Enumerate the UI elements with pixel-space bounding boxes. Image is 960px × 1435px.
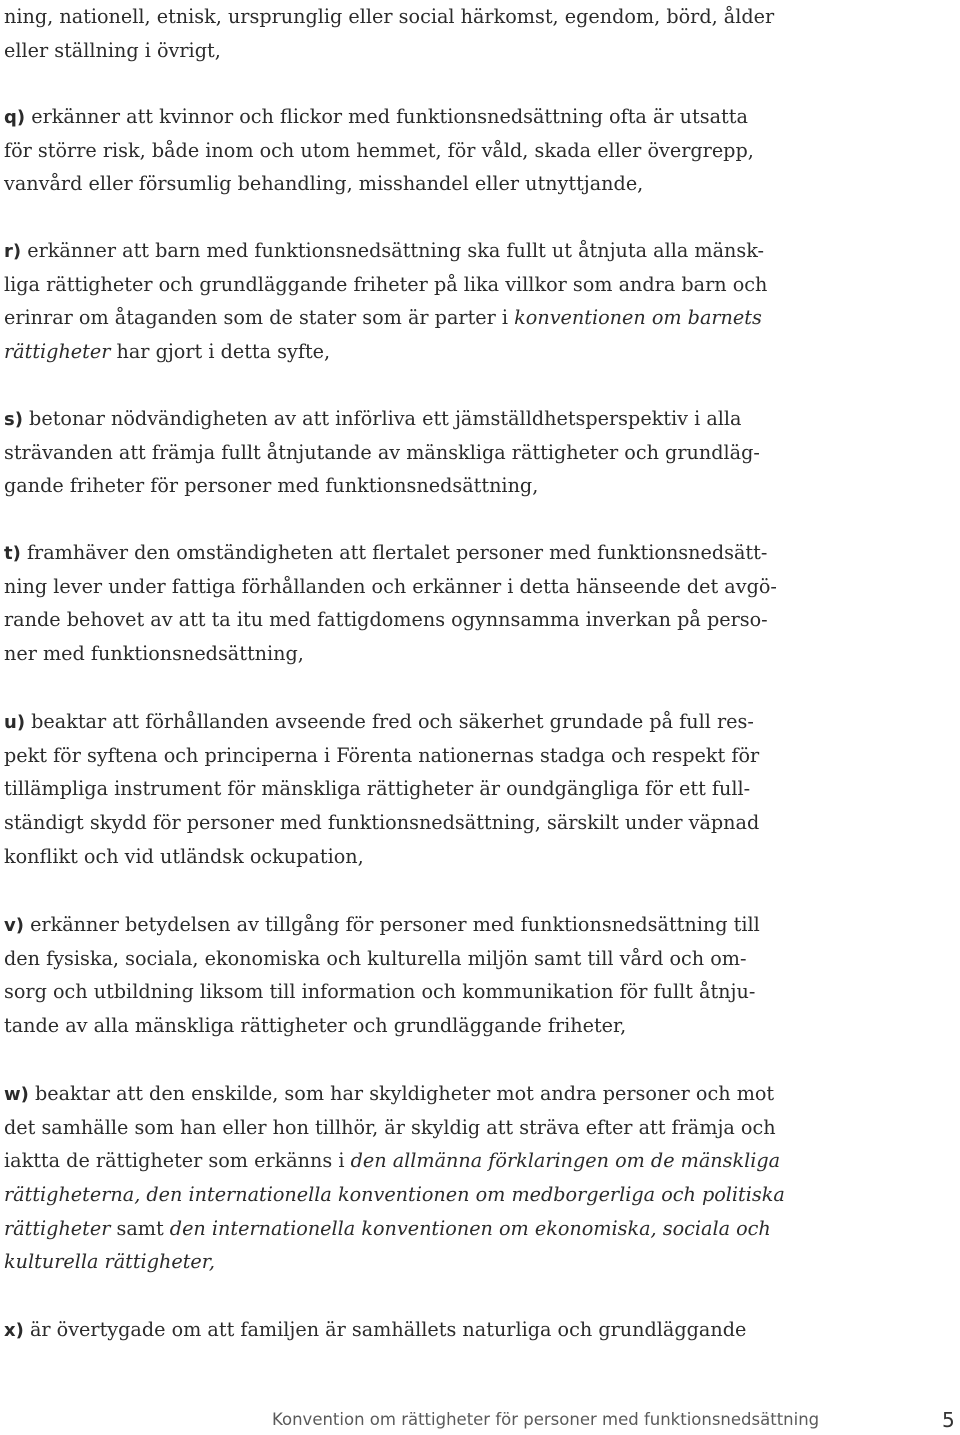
text-line: rande behovet av att ta itu med fattigdomens ogynnsamma inverkan på perso- — [4, 608, 768, 632]
paragraph-u — [4, 705, 794, 873]
text-line: är övertygade om att familjen är samhällets naturliga och grundläggande — [23, 1318, 747, 1341]
italic-title: rättigheterna, den internationella konventionen om medborgerliga och politiska — [4, 1183, 785, 1207]
text-line: för större risk, både inom och utom hemmet, för våld, skada eller övergrepp, — [4, 138, 754, 162]
text-line: eller ställning i övrigt, — [4, 38, 221, 62]
text-line: betonar nödvändigheten av att införliva ett jämställdhetsperspektiv i alla — [22, 407, 742, 430]
item-marker: u) — [4, 712, 26, 733]
text-line: erkänner betydelsen av tillgång för personer med funktionsnedsättning till — [23, 913, 760, 936]
paragraph-w — [4, 1077, 794, 1279]
text-line: beaktar att förhållanden avseende fred och säkerhet grundade på full res- — [25, 710, 754, 733]
text-line: erkänner att barn med funktionsnedsättning ska fullt ut åtnjuta alla mänsk- — [21, 239, 765, 262]
item-marker: x) — [4, 1320, 24, 1341]
text-segment: samt — [110, 1216, 170, 1240]
paragraph-continuation — [4, 0, 794, 67]
italic-title: den internationella konventionen om ekonomiska, sociala och — [169, 1216, 771, 1240]
text-line: pekt för syftena och principerna i Förenta nationernas stadga och respekt för — [4, 743, 760, 767]
page-footer — [0, 1410, 960, 1434]
text-line: strävanden att främja fullt åtnjutande av mänskliga rättigheter och grundläg- — [4, 440, 760, 464]
text-line: tande av alla mänskliga rättigheter och grundläggande friheter, — [4, 1014, 627, 1038]
text-segment: har gjort i detta syfte, — [110, 340, 331, 364]
paragraph-v — [4, 908, 794, 1043]
italic-title: konventionen om barnets — [514, 306, 762, 330]
text-line: den fysiska, sociala, ekonomiska och kulturella miljön samt till vård och om- — [4, 946, 747, 970]
paragraph-q — [4, 100, 794, 201]
italic-title: den allmänna förklaringen om de mänskliga — [350, 1149, 781, 1173]
footer-title: Konvention om rättigheter för personer med funktionsnedsättning — [272, 1410, 820, 1429]
item-marker: q) — [4, 107, 26, 128]
text-line: konflikt och vid utländsk ockupation, — [4, 844, 364, 868]
paragraph-t — [4, 536, 794, 671]
text-line: sorg och utbildning liksom till information och kommunikation för fullt åtnju- — [4, 980, 756, 1004]
text-line: ner med funktionsnedsättning, — [4, 642, 304, 666]
text-line: ständigt skydd för personer med funktionsnedsättning, särskilt under väpnad — [4, 811, 760, 835]
item-marker: v) — [4, 915, 24, 936]
text-line: gande friheter för personer med funktionsnedsättning, — [4, 474, 539, 498]
text-line: liga rättigheter och grundläggande friheter på lika villkor som andra barn och — [4, 272, 768, 296]
italic-title: rättigheter — [4, 340, 111, 364]
text-line: vanvård eller försumlig behandling, misshandel eller utnyttjande, — [4, 172, 644, 196]
item-marker: w) — [4, 1084, 29, 1105]
paragraph-s — [4, 402, 794, 503]
text-segment: iaktta de rättigheter som erkänns i — [4, 1149, 351, 1173]
text-segment: erinrar om åtaganden som de stater som är parter i — [4, 306, 515, 330]
item-marker: s) — [4, 409, 23, 430]
text-line: framhäver den omständigheten att flertalet personer med funktionsnedsätt- — [20, 541, 768, 564]
text-line: tillämpliga instrument för mänskliga rättigheter är oundgängliga för ett full- — [4, 777, 751, 801]
text-line: ning, nationell, etnisk, ursprunglig eller social härkomst, egendom, börd, ålder — [4, 5, 775, 28]
item-marker: r) — [4, 241, 22, 262]
text-line: det samhälle som han eller hon tillhör, är skyldig att sträva efter att främja och — [4, 1115, 776, 1139]
paragraph-x — [4, 1313, 794, 1347]
text-line: erkänner att kvinnor och flickor med funktionsnedsättning ofta är utsatta — [25, 105, 748, 128]
item-marker: t) — [4, 543, 21, 564]
italic-title: kulturella rättigheter, — [4, 1250, 215, 1274]
paragraph-r — [4, 234, 794, 369]
text-line: ning lever under fattiga förhållanden och erkänner i detta hänseende det avgö- — [4, 574, 777, 598]
page-number: 5 — [942, 1408, 955, 1432]
text-line: beaktar att den enskilde, som har skyldigheter mot andra personer och mot — [28, 1082, 775, 1105]
italic-title: rättigheter — [4, 1216, 111, 1240]
